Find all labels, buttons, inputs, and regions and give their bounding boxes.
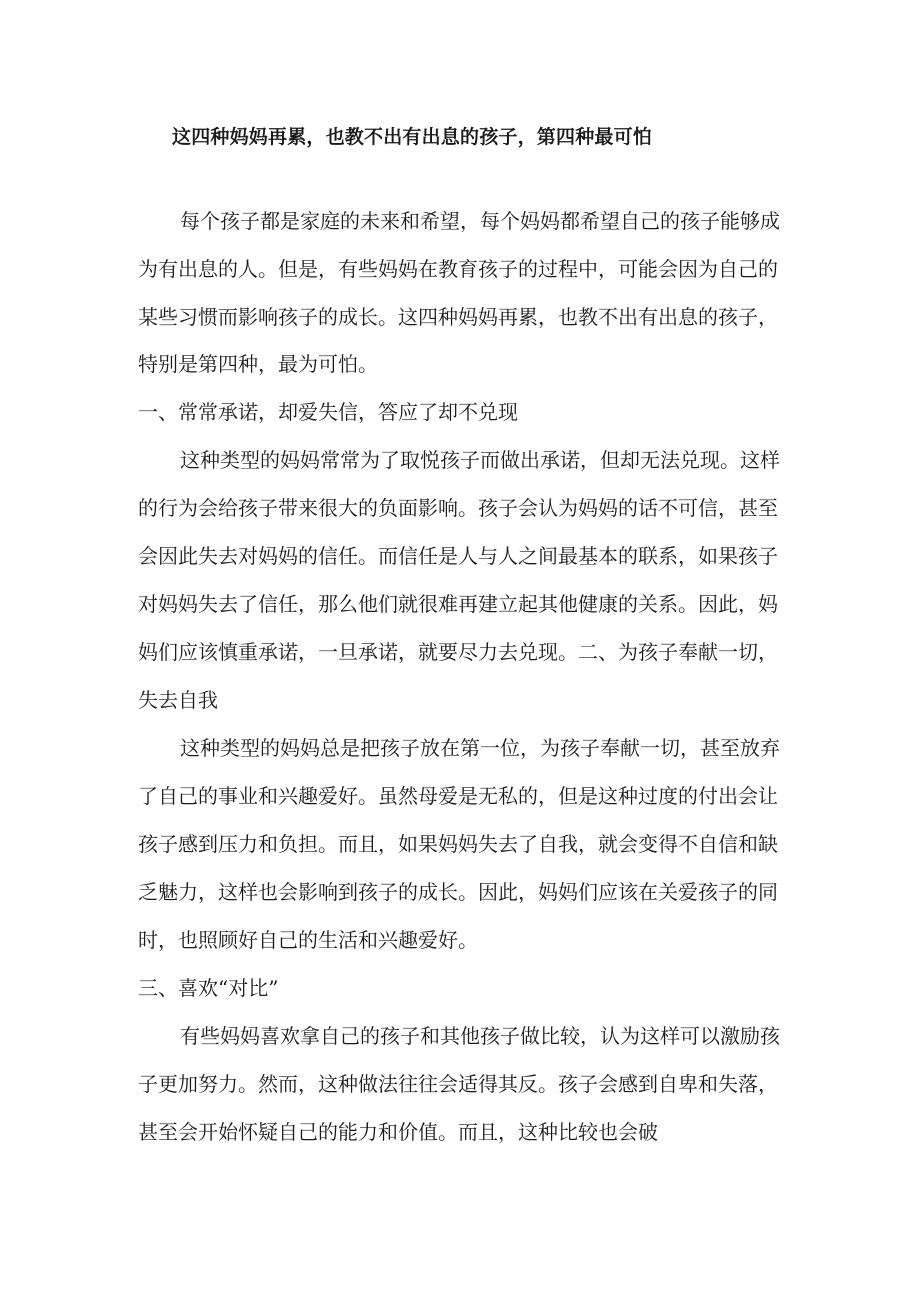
paragraph-line: 乏魅力，这样也会影响到孩子的成长。因此，妈妈们应该在关爱孩子的同 [138,880,778,904]
paragraph-line: 会因此失去对妈妈的信任。而信任是人与人之间最基本的联系，如果孩子 [138,544,778,568]
section-heading: 三、喜欢“对比” [138,976,279,1000]
paragraph-line: 妈们应该慎重承诺，一旦承诺，就要尽力去兑现。二、为孩子奉献一切， [138,640,778,664]
paragraph-line: 失去自我 [138,688,218,712]
paragraph-line: 某些习惯而影响孩子的成长。这四种妈妈再累，也教不出有出息的孩子， [138,305,778,329]
paragraph-line: 为有出息的人。但是，有些妈妈在教育孩子的过程中，可能会因为自己的 [138,257,778,281]
paragraph-line: 了自己的事业和兴趣爱好。虽然母爱是无私的，但是这种过度的付出会让 [138,784,778,808]
paragraph-line: 特别是第四种，最为可怕。 [138,352,378,376]
document-title: 这四种妈妈再累，也教不出有出息的孩子，第四种最可怕 [172,126,653,148]
paragraph-line: 时，也照顾好自己的生活和兴趣爱好。 [138,928,478,952]
paragraph-line: 这种类型的妈妈总是把孩子放在第一位，为孩子奉献一切，甚至放弃 [180,736,780,760]
paragraph-line: 甚至会开始怀疑自己的能力和价值。而且，这种比较也会破 [138,1120,658,1144]
paragraph-line: 孩子感到压力和负担。而且，如果妈妈失去了自我，就会变得不自信和缺 [138,832,778,856]
paragraph-line: 的行为会给孩子带来很大的负面影响。孩子会认为妈妈的话不可信，甚至 [138,496,778,520]
paragraph-line: 子更加努力。然而，这种做法往往会适得其反。孩子会感到自卑和失落， [138,1072,778,1096]
paragraph-line: 有些妈妈喜欢拿自己的孩子和其他孩子做比较，认为这样可以激励孩 [180,1024,780,1048]
paragraph-line: 对妈妈失去了信任，那么他们就很难再建立起其他健康的关系。因此，妈 [138,592,778,616]
paragraph-line: 这种类型的妈妈常常为了取悦孩子而做出承诺，但却无法兑现。这样 [180,448,780,472]
section-heading: 一、常常承诺，却爱失信，答应了却不兑现 [138,400,518,424]
paragraph-line: 每个孩子都是家庭的未来和希望，每个妈妈都希望自己的孩子能够成 [180,209,780,233]
